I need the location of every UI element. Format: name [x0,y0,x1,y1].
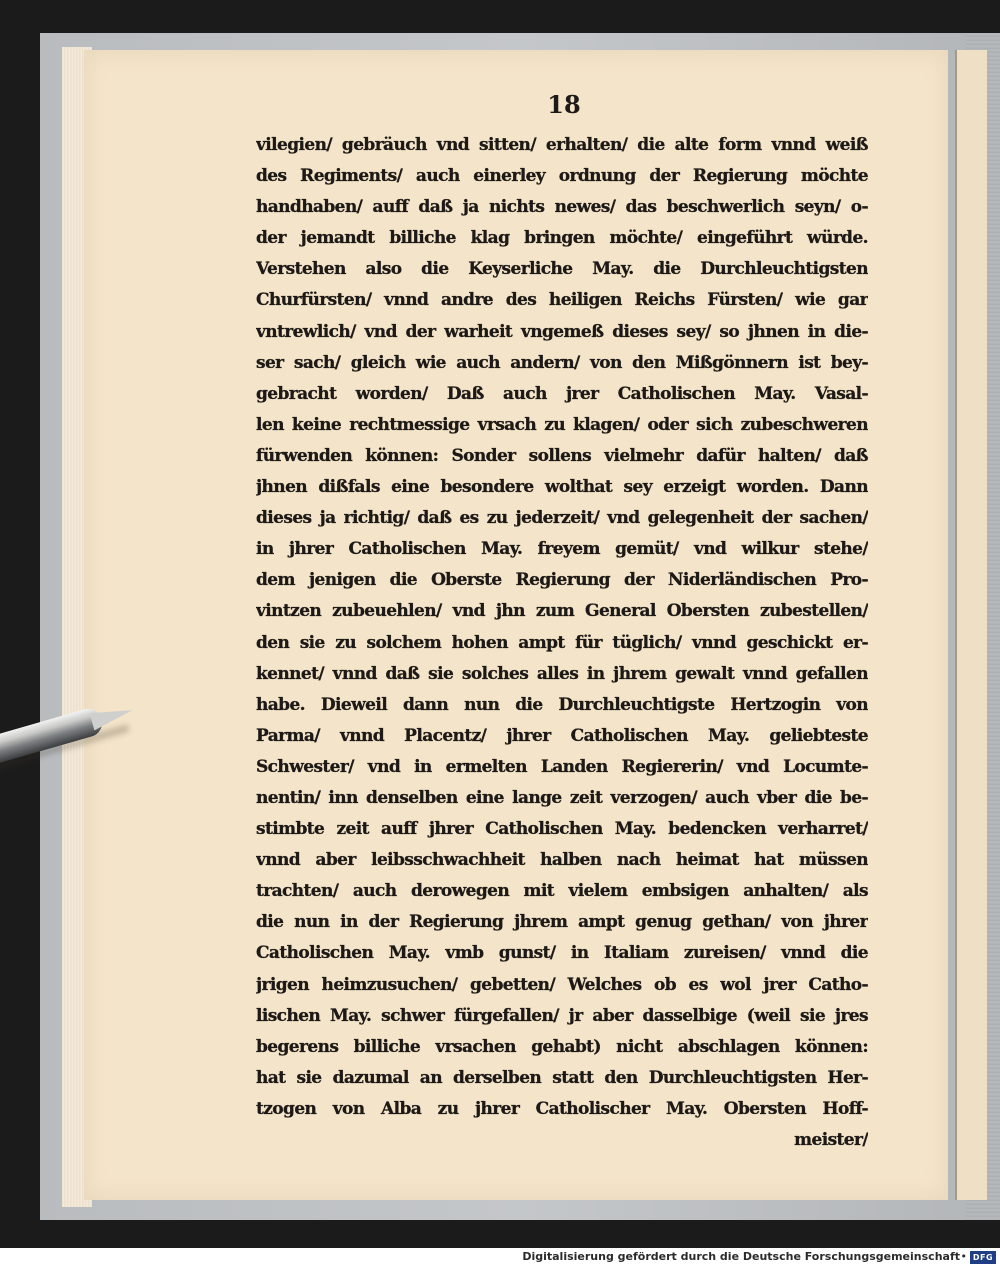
footer-bar [0,1248,1000,1268]
text-line: hat sie dazumal an derselben statt den Durchleuchtigsten Her- [256,1067,868,1088]
text-line: len keine rechtmessige vrsach zu klagen/ oder sich zubeschweren [256,414,868,435]
text-line: Parma/ vnnd Placentz/ jhrer Catholischen May. geliebteste [256,725,868,746]
text-line: gebracht worden/ Daß auch jrer Catholischen May. Vasal- [256,383,868,404]
text-line: in jhrer Catholischen May. freyem gemüt/ vnd wilkur stehe/ [256,539,868,560]
footer-credit: Digitalisierung gefördert durch die Deutsche Forschungsgemeinschaft [522,1250,960,1263]
text-line: stimbte zeit auff jhrer Catholischen May. bedencken verharret/ [256,819,868,840]
text-line: der jemandt billiche klag bringen möchte/ eingeführt würde. [256,228,868,249]
facing-page [955,50,987,1200]
text-line: trachten/ auch derowegen mit vielem embsigen anhalten/ als [256,881,868,902]
text-line: handhaben/ auff daß ja nichts newes/ das beschwerlich seyn/ o- [256,197,868,218]
text-line: des Regiments/ auch einerley ordnung der Regierung möchte [256,166,868,187]
text-line: nentin/ inn denselben eine lange zeit verzogen/ auch vber die be- [256,787,868,808]
text-line: lischen May. schwer fürgefallen/ jr aber dasselbige (weil sie jres [256,1005,868,1026]
text-line: begerens billiche vrsachen gehabt) nicht abschlagen können: [256,1036,868,1057]
footer-separator: • [960,1250,967,1263]
text-line: dem jenigen die Oberste Regierung der Niderländischen Pro- [256,570,868,591]
page-text [256,130,868,1156]
dfg-logo-icon[interactable]: DFG [970,1251,996,1264]
text-line: den sie zu solchem hohen ampt für tüglich/ vnnd geschickt er- [256,632,868,653]
text-line: habe. Dieweil dann nun die Durchleuchtigste Hertzogin von [256,694,868,715]
text-line: dieses ja richtig/ daß es zu jederzeit/ vnd gelegenheit der sachen/ [256,508,868,529]
text-line: meister/ [794,1130,868,1150]
text-line: fürwenden können: Sonder sollens vielmehr dafür halten/ daß [256,445,868,466]
book-page [84,50,948,1200]
text-line: vnnd aber leibsschwachheit halben nach heimat hat müssen [256,850,868,871]
text-line: Catholischen May. vmb gunst/ in Italiam zureisen/ vnnd die [256,943,868,964]
text-line: vintzen zubeuehlen/ vnd jhn zum General Obersten zubestellen/ [256,601,868,622]
text-line: jhnen dißfals eine besondere wolthat sey erzeigt worden. Dann [256,477,868,498]
page-number: 18 [547,90,581,119]
text-line: die nun in der Regierung jhrem ampt genug gethan/ von jhrer [256,912,868,933]
text-line: tzogen von Alba zu jhrer Catholischer May. Obersten Hoff- [256,1098,868,1119]
text-line: vntrewlich/ vnd der warheit vngemeß dieses sey/ so jhnen in die- [256,321,868,342]
text-line: ser sach/ gleich wie auch andern/ von den Mißgönnern ist bey- [256,352,868,373]
text-line: jrigen heimzusuchen/ gebetten/ Welches ob es wol jrer Catho- [256,974,868,995]
text-line: Churfürsten/ vnnd andre des heiligen Reichs Fürsten/ wie gar [256,290,868,311]
text-line: kennet/ vnnd daß sie solches alles in jhrem gewalt vnnd gefallen [256,663,868,684]
text-line: Verstehen also die Keyserliche May. die Durchleuchtigsten [256,259,868,280]
text-line: Schwester/ vnd in ermelten Landen Regiererin/ vnd Locumte- [256,756,868,777]
text-line: vilegien/ gebräuch vnd sitten/ erhalten/ die alte form vnnd weiß [256,135,868,155]
